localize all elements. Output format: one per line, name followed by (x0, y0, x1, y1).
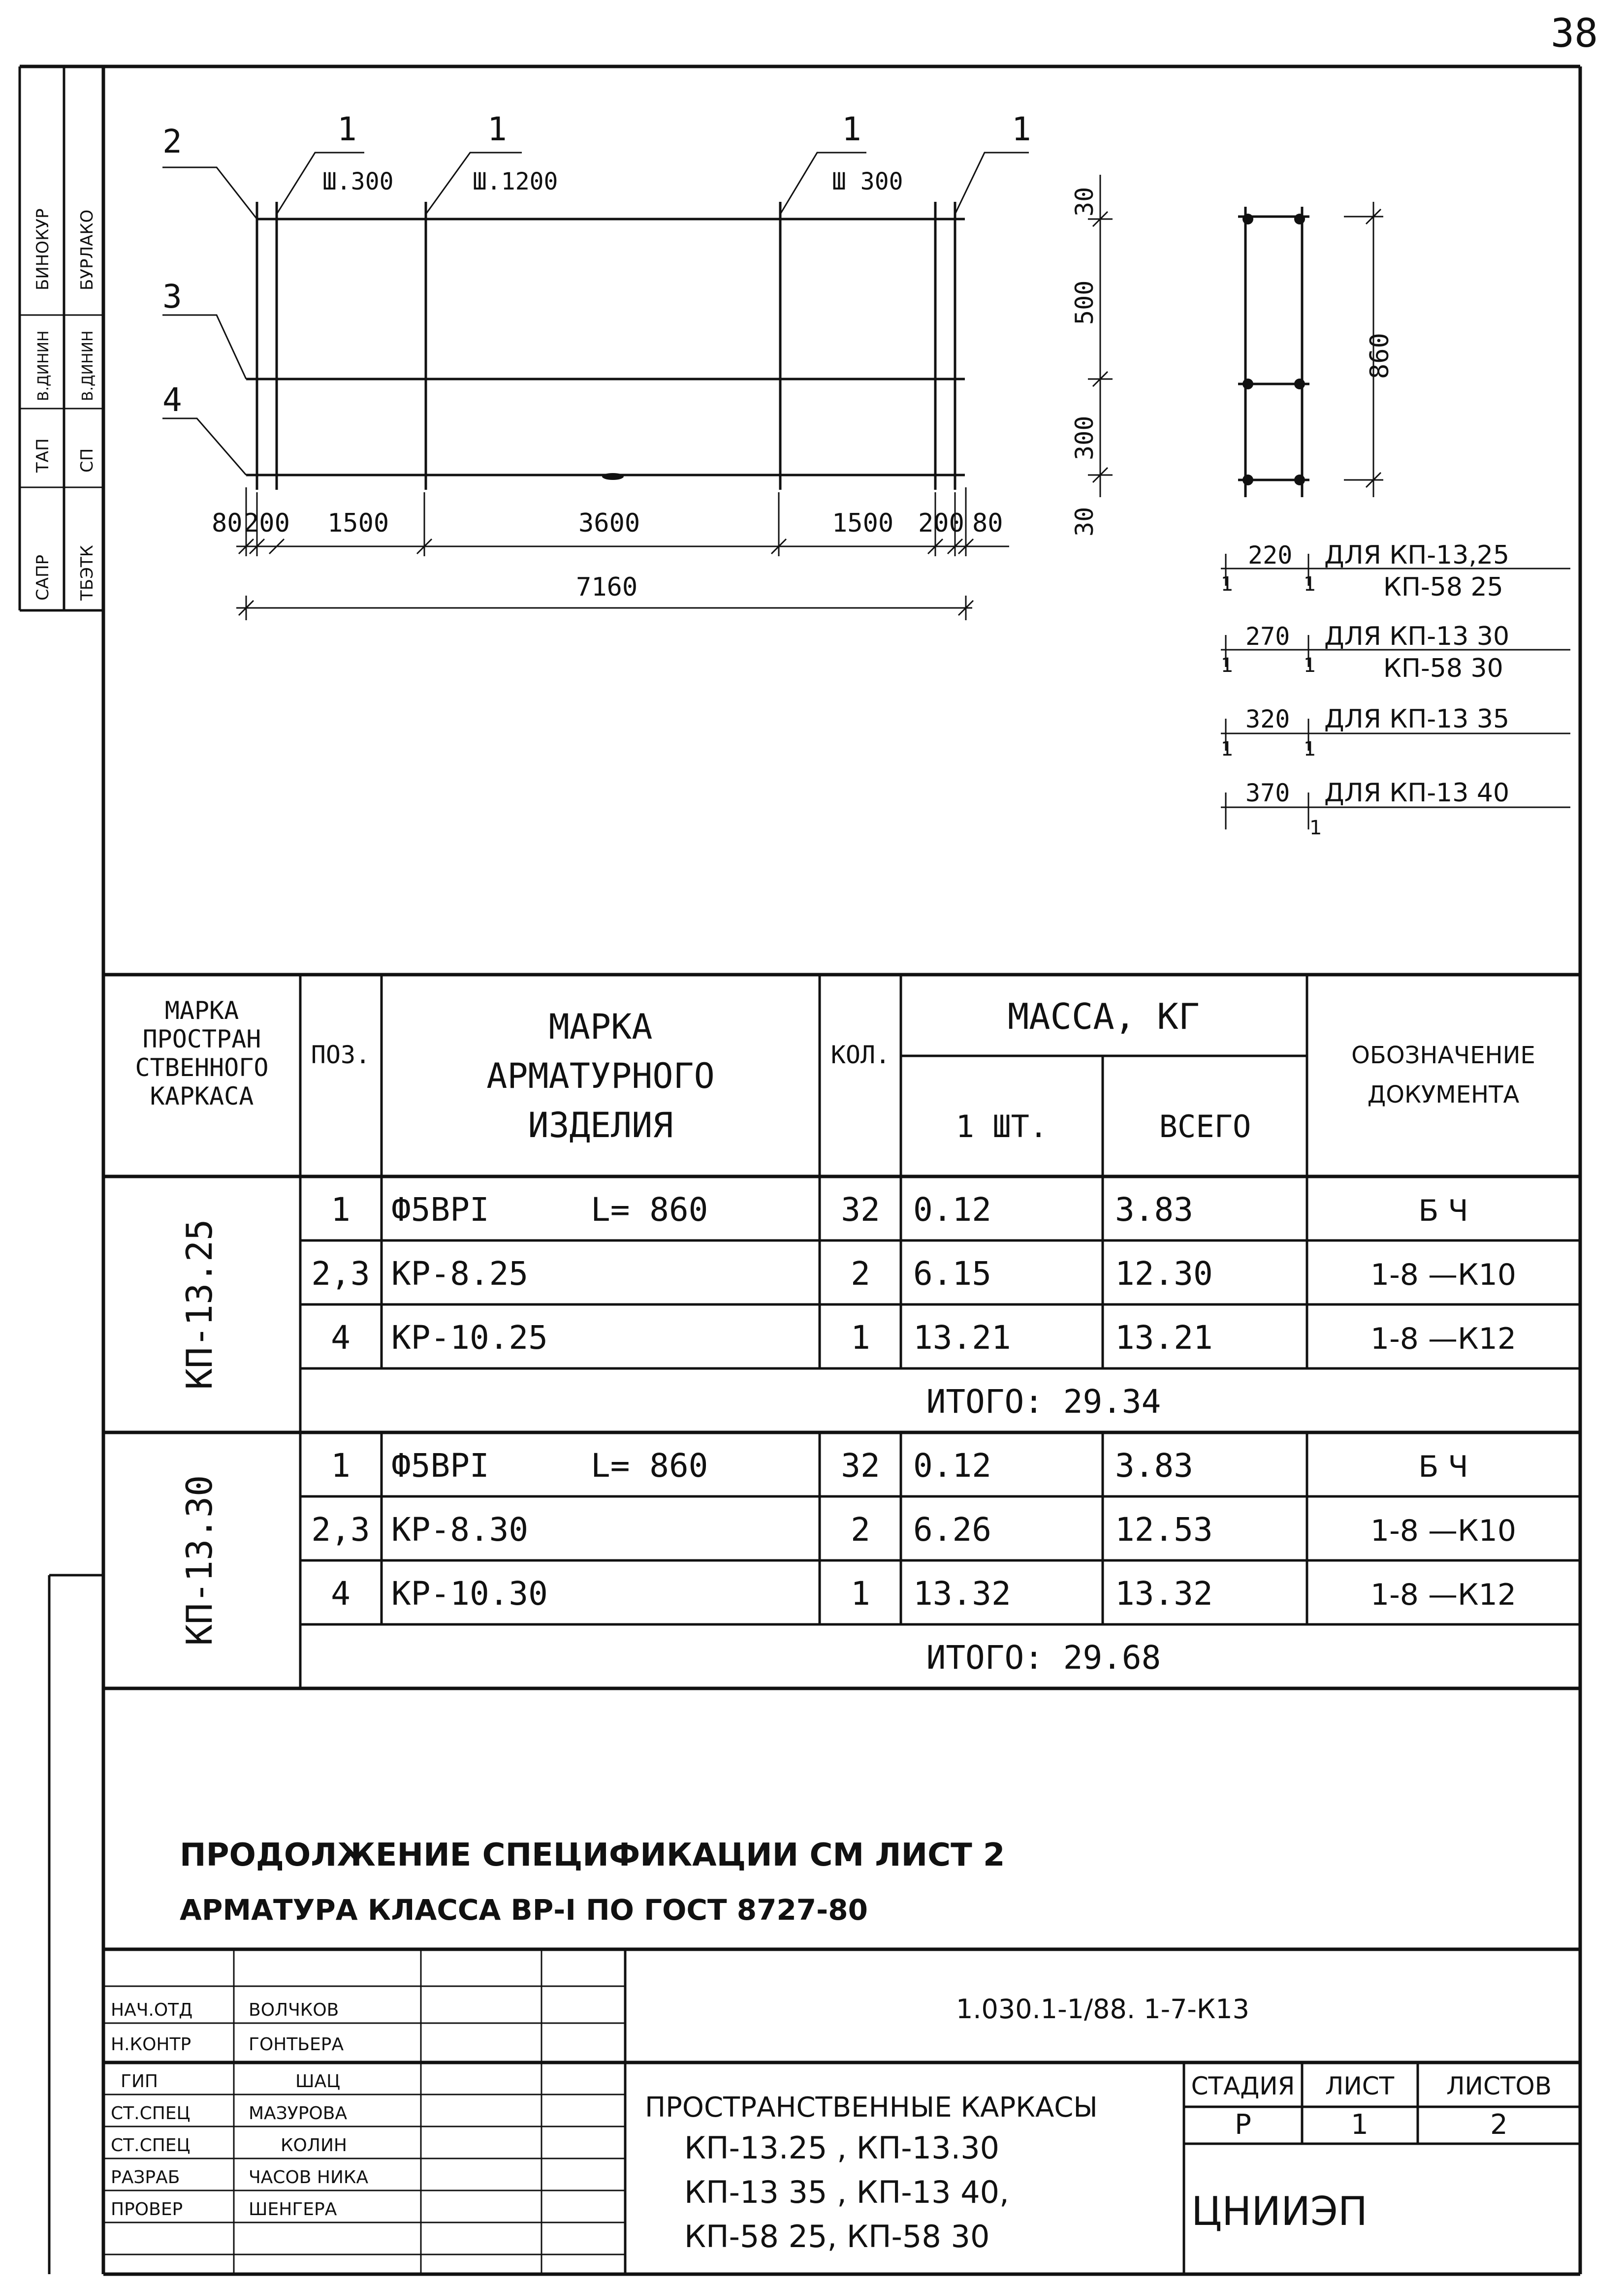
callout-number: 3 (162, 278, 182, 316)
cell-mass-one: 13.21 (913, 1319, 1011, 1357)
cell-mass-one: 0.12 (913, 1191, 991, 1229)
cell-mass-total: 13.32 (1115, 1575, 1213, 1613)
cell-mass-one: 6.26 (913, 1511, 991, 1549)
table-row (311, 1511, 1516, 1549)
frame-mark: КП-13.30 (179, 1475, 220, 1646)
pitch-label: Ш.300 (322, 168, 394, 195)
cell-doc: 1-8 —К12 (1370, 1578, 1517, 1612)
cell-mass-total: 12.53 (1115, 1511, 1213, 1549)
cell-doc: 1-8 —К10 (1370, 1258, 1517, 1292)
callout-number: 1 (337, 110, 357, 148)
width-value: 320 (1245, 705, 1290, 733)
frame-elevation (162, 110, 1113, 620)
signer-role: СТ.СПЕЦ (111, 2135, 191, 2156)
cell-doc: Б Ч (1418, 1450, 1468, 1484)
table-row (331, 1575, 1516, 1613)
header-pos: ПОЗ. (311, 1041, 371, 1069)
cell-mass-total: 13.21 (1115, 1319, 1213, 1357)
side-stamp (20, 209, 103, 601)
callout-number: 1 (842, 110, 861, 148)
cell-length: L= 860 (591, 1447, 708, 1485)
width-usage: ДЛЯ КП-13 40 (1324, 778, 1510, 808)
cell-length: L= 860 (591, 1191, 708, 1229)
stamp-label: В.ДИНИН (79, 330, 96, 401)
cell-item: Ф5ВРI (391, 1191, 489, 1229)
signer-role: НАЧ.ОТД (111, 2000, 193, 2020)
pitch-label: Ш 300 (832, 168, 903, 195)
header-doc: ДОКУМЕНТА (1367, 1081, 1520, 1109)
width-usage: ДЛЯ КП-13 35 (1324, 704, 1510, 734)
tick-label: 1 (1304, 573, 1316, 596)
table-row (331, 1191, 1468, 1229)
cell-pos: 1 (331, 1447, 350, 1485)
tick-label: 1 (1304, 738, 1316, 761)
signer-role: ГИП (121, 2071, 158, 2092)
cell-qty: 1 (851, 1575, 870, 1613)
cell-item: КР-10.25 (391, 1319, 548, 1357)
tick-label: 1 (1309, 817, 1322, 839)
cell-mass-total: 3.83 (1115, 1447, 1193, 1485)
sheets-label: ЛИСТОВ (1446, 2072, 1552, 2100)
header-mark-item: АРМАТУРНОГО (486, 1056, 715, 1096)
sheet-title: КП-13.25 , КП-13.30 (684, 2130, 1000, 2166)
stage-value: Р (1235, 2109, 1251, 2141)
dimension-label: 300 (1070, 415, 1099, 460)
dimension-label: 1500 (832, 508, 894, 538)
callout-number: 1 (487, 110, 507, 148)
header-mark-frame: МАРКА (164, 996, 239, 1025)
signer-name: ШЕНГЕРА (249, 2199, 337, 2220)
stamp-label: САПР (33, 554, 53, 601)
signer-name: КОЛИН (281, 2135, 347, 2156)
callout-number: 1 (1012, 110, 1031, 148)
cell-mass-one: 0.12 (913, 1447, 991, 1485)
cell-pos: 2,3 (311, 1511, 370, 1549)
cell-qty: 2 (851, 1511, 870, 1549)
cell-mass-one: 6.15 (913, 1255, 991, 1293)
signer-name: ГОНТЬЕРА (249, 2034, 344, 2055)
header-mass: МАССА, КГ (1007, 996, 1200, 1037)
cell-pos: 2,3 (311, 1255, 370, 1293)
header-mass-total: ВСЕГО (1159, 1109, 1251, 1144)
group-total: ИТОГО: 29.68 (926, 1639, 1161, 1677)
sheet-title: КП-13 35 , КП-13 40, (684, 2174, 1009, 2210)
dimension-label: 200 (244, 508, 290, 538)
signer-name: ВОЛЧКОВ (249, 2000, 339, 2020)
organization: ЦНИИЭП (1191, 2189, 1368, 2234)
header-mark-frame: ПРОСТРАН (142, 1025, 261, 1053)
sheet-title: КП-58 25, КП-58 30 (684, 2219, 990, 2254)
specification-table (103, 975, 1580, 1688)
cell-doc: 1-8 —К10 (1370, 1514, 1517, 1548)
width-value: 220 (1248, 541, 1293, 570)
signer-role: РАЗРАБ (111, 2167, 180, 2188)
header-qty: КОЛ. (830, 1041, 891, 1069)
cell-qty: 1 (851, 1319, 870, 1357)
table-header (135, 996, 1535, 1145)
overall-length-label: 7160 (576, 572, 638, 602)
signer-row (111, 2135, 347, 2156)
signer-name: ЧАСОВ НИКА (249, 2167, 369, 2188)
table-row (331, 1319, 1516, 1357)
signer-name: ШАЦ (295, 2071, 341, 2092)
document-code: 1.030.1-1/88. 1-7-К13 (956, 1994, 1249, 2025)
table-row (331, 1447, 1468, 1485)
sheet-label: ЛИСТ (1325, 2072, 1395, 2100)
dimension-label: 80 (212, 508, 243, 538)
signer-role: Н.КОНТР (111, 2034, 191, 2055)
width-usage-2: КП-58 25 (1383, 572, 1503, 602)
header-doc: ОБОЗНАЧЕНИЕ (1351, 1042, 1535, 1069)
header-mark-frame: СТВЕННОГО (135, 1053, 269, 1082)
note-reinforcement-class: АРМАТУРА КЛАССА ВР-I ПО ГОСТ 8727-80 (180, 1893, 868, 1927)
cell-item: КР-8.30 (391, 1511, 529, 1549)
cell-qty: 2 (851, 1255, 870, 1293)
width-usage: ДЛЯ КП-13,25 (1324, 540, 1510, 570)
cell-item: Ф5ВРI (391, 1447, 489, 1485)
cell-mass-total: 12.30 (1115, 1255, 1213, 1293)
dimension-label: 200 (918, 508, 964, 538)
dimension-label: 3600 (578, 508, 640, 538)
signer-role: ПРОВЕР (111, 2199, 183, 2220)
note-continuation: ПРОДОЛЖЕНИЕ СПЕЦИФИКАЦИИ СМ ЛИСТ 2 (180, 1837, 1005, 1873)
page-number: 38 (1551, 10, 1598, 56)
tick-label: 1 (1304, 654, 1316, 677)
frame-cross-section (1221, 202, 1570, 839)
sheet-frame (20, 66, 1580, 2274)
header-mark-item: МАРКА (548, 1007, 653, 1047)
dimension-label: 500 (1070, 280, 1099, 325)
cell-qty: 32 (841, 1191, 880, 1229)
cell-doc: Б Ч (1418, 1194, 1468, 1228)
stamp-label: ТАП (33, 438, 53, 473)
stamp-label: В.ДИНИН (35, 330, 52, 401)
stamp-label: БИНОКУР (33, 208, 53, 290)
cell-mass-total: 3.83 (1115, 1191, 1193, 1229)
stamp-label: ТБЭТК (77, 545, 97, 601)
cell-qty: 32 (841, 1447, 880, 1485)
signer-row (111, 2167, 368, 2188)
dimension-label: 30 (1070, 187, 1099, 217)
group-total: ИТОГО: 29.34 (926, 1383, 1161, 1421)
width-usage: ДЛЯ КП-13 30 (1324, 622, 1510, 651)
signer-row (111, 2034, 344, 2055)
header-mark-frame: КАРКАСА (150, 1082, 254, 1110)
section-height-label: 860 (1365, 333, 1395, 379)
header-mass-one: 1 ШТ. (955, 1109, 1048, 1144)
table-row (311, 1255, 1516, 1293)
tick-label: 1 (1221, 654, 1234, 677)
width-value: 270 (1245, 622, 1290, 651)
header-mark-item: ИЗДЕЛИЯ (528, 1105, 673, 1145)
cell-pos: 4 (331, 1319, 350, 1357)
pitch-label: Ш.1200 (473, 168, 558, 195)
cell-item: КР-8.25 (391, 1255, 529, 1293)
frame-mark: КП-13.25 (179, 1219, 220, 1390)
callout-number: 4 (162, 381, 182, 419)
dimension-label: 30 (1070, 507, 1099, 537)
signer-role: СТ.СПЕЦ (111, 2103, 191, 2124)
signer-name: МАЗУРОВА (249, 2103, 348, 2124)
sheet-value: 1 (1351, 2109, 1369, 2141)
sheet-title: ПРОСТРАНСТВЕННЫЕ КАРКАСЫ (645, 2092, 1098, 2124)
callout-number: 2 (162, 123, 182, 160)
dimension-label: 80 (972, 508, 1003, 538)
stamp-label: СП (77, 448, 97, 473)
cell-doc: 1-8 —К12 (1370, 1322, 1517, 1356)
stamp-label: БУРЛАКО (77, 209, 97, 290)
title-block (103, 1949, 1580, 2274)
width-value: 370 (1245, 779, 1290, 807)
tick-label: 1 (1221, 573, 1234, 596)
sheets-value: 2 (1490, 2109, 1508, 2141)
signer-row (121, 2071, 340, 2092)
cell-mass-one: 13.32 (913, 1575, 1011, 1613)
width-usage-2: КП-58 30 (1383, 654, 1503, 683)
signer-row (111, 2000, 339, 2020)
stage-label: СТАДИЯ (1191, 2072, 1295, 2100)
cell-pos: 1 (331, 1191, 350, 1229)
signer-row (111, 2199, 337, 2220)
cell-item: КР-10.30 (391, 1575, 548, 1613)
dimension-label: 1500 (327, 508, 389, 538)
tick-label: 1 (1221, 738, 1234, 761)
cell-pos: 4 (331, 1575, 350, 1613)
signer-row (111, 2103, 347, 2124)
